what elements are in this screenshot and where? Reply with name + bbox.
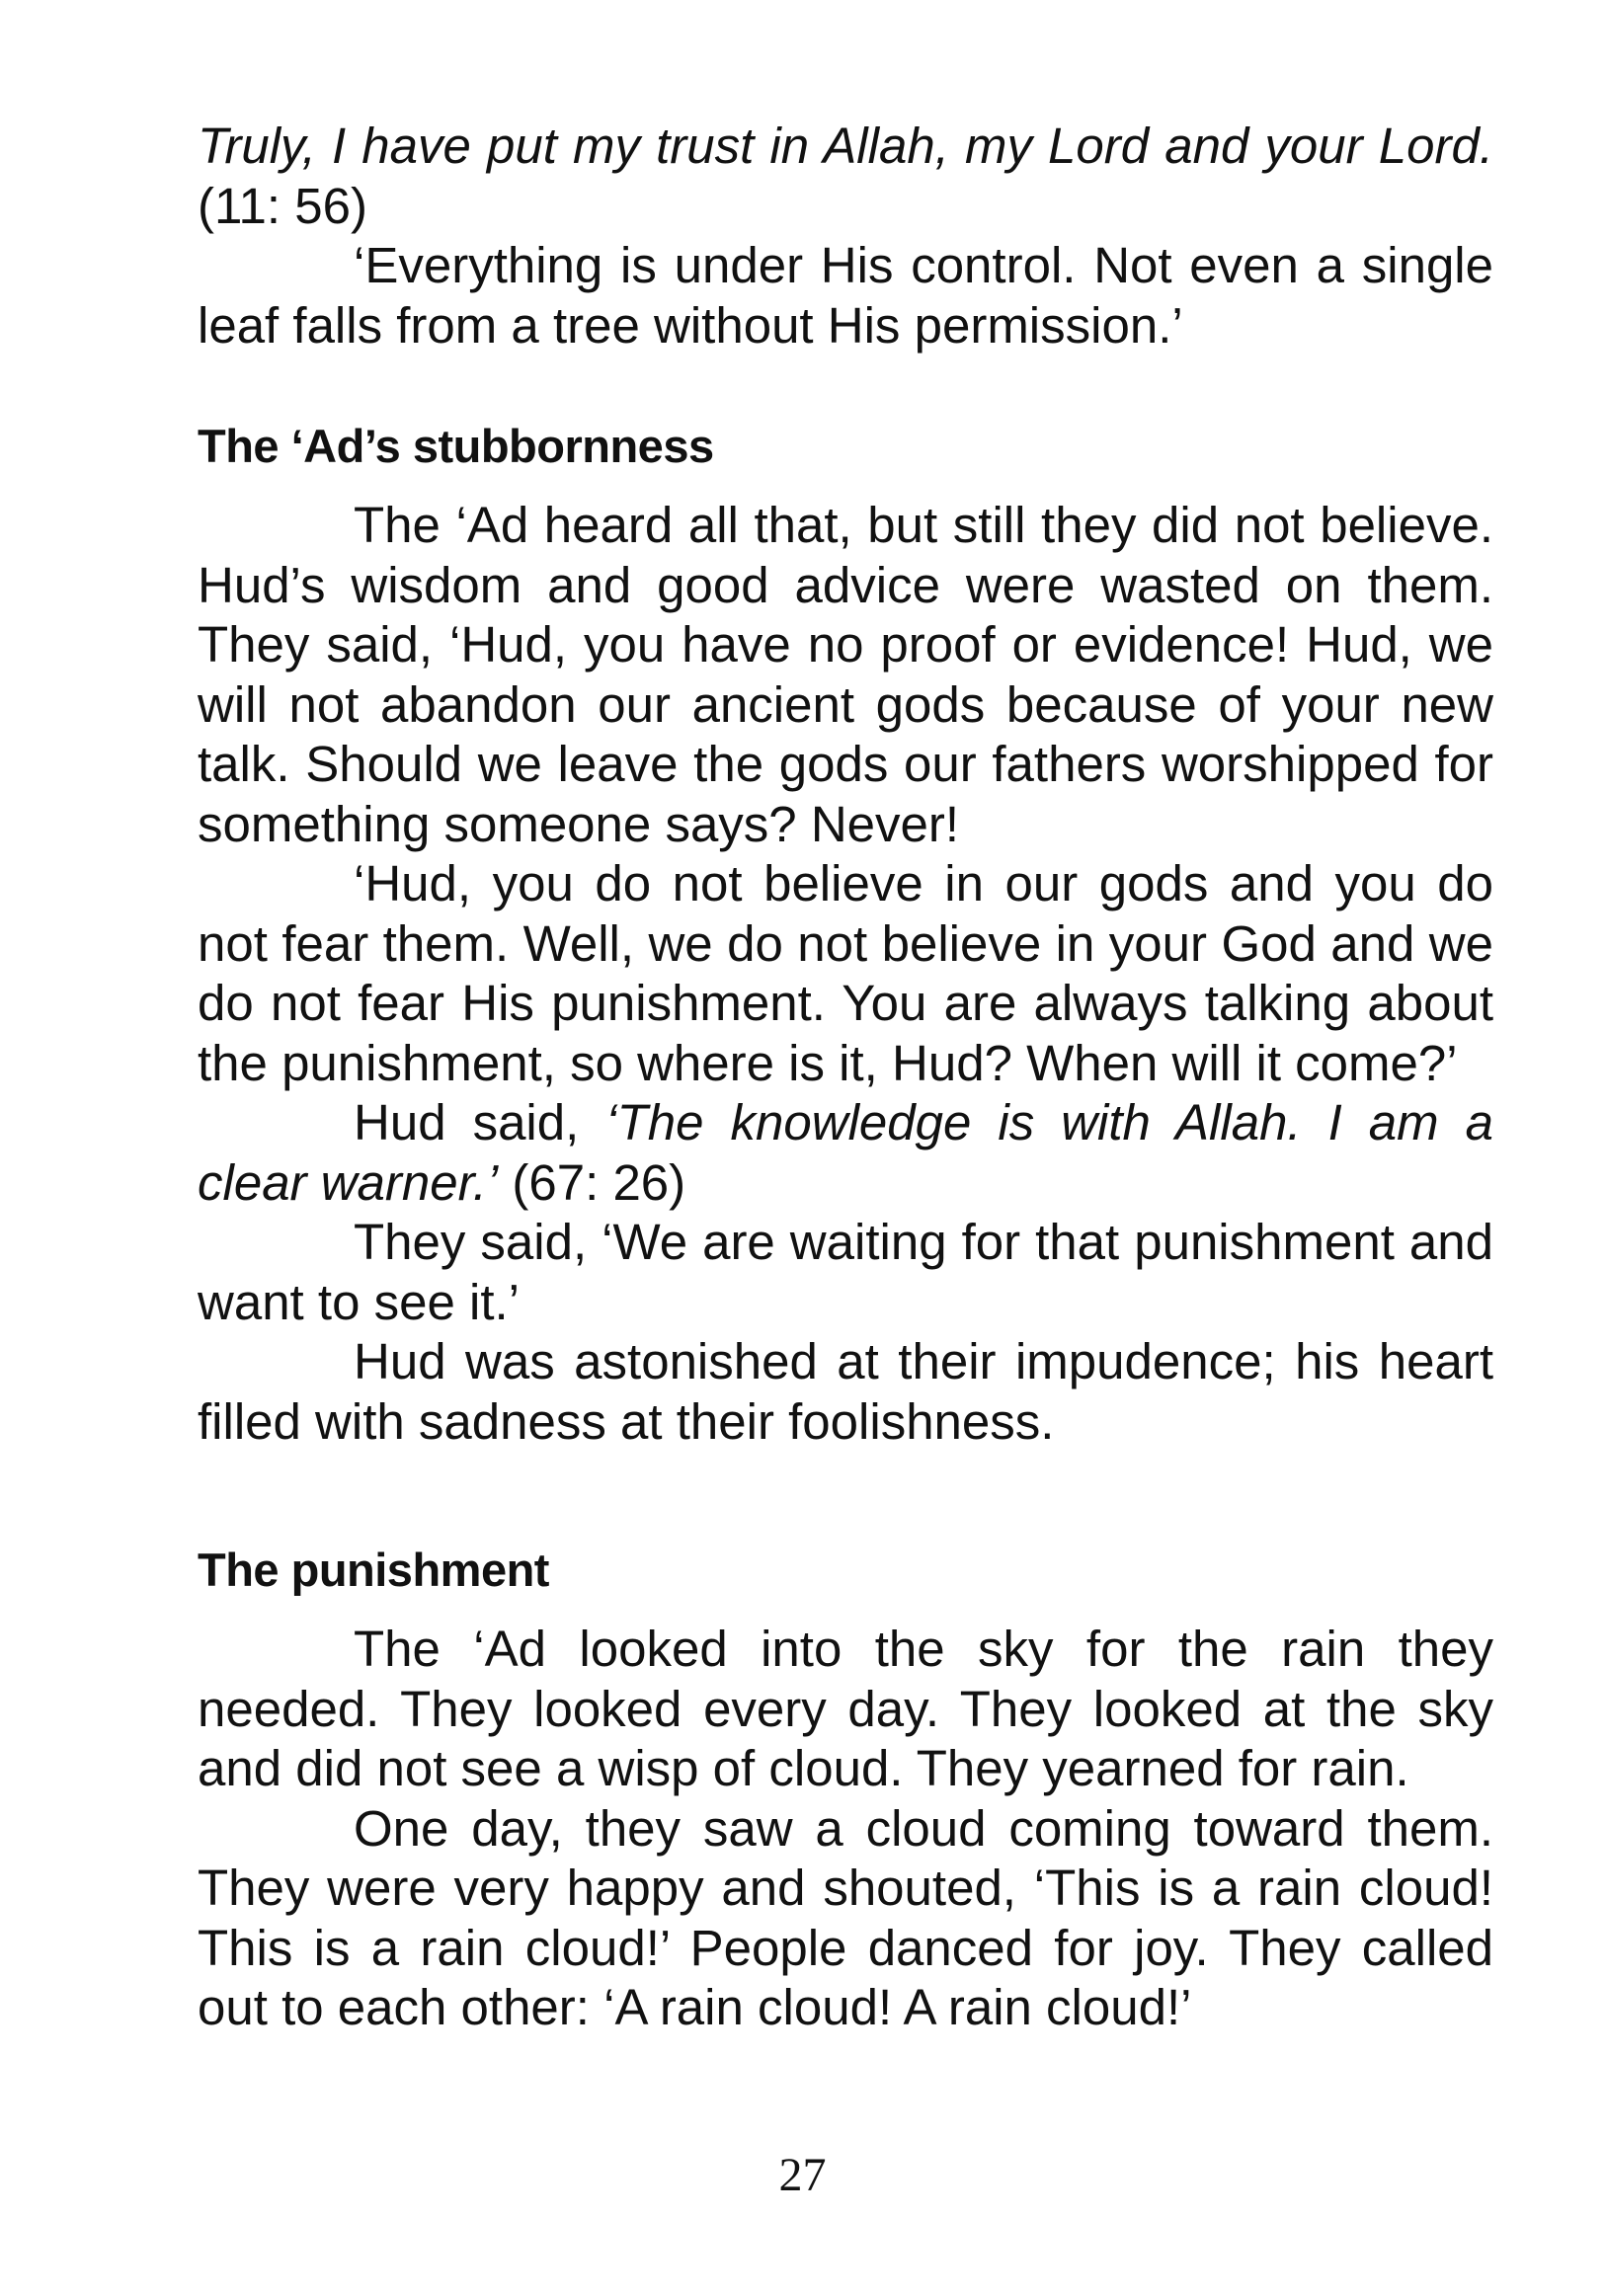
quote-reference: (67: 26)	[498, 1153, 686, 1211]
paragraph: ‘Hud, you do not believe in our gods and you do not fear them. Well, we do not believe in your God and we do not fear His punishment. You are always talking about the punishment, so where is it, Hud? When will it come?’	[198, 855, 1493, 1091]
section-heading-punishment: The punishment	[198, 1544, 549, 1596]
paragraph: ‘Everything is under His control. Not even a single leaf falls from a tree without His permission.’	[198, 237, 1493, 354]
paragraph: The ‘Ad looked into the sky for the rain they needed. They looked every day. They looked at the sky and did not see a wisp of cloud. They yearned for rain.	[198, 1621, 1493, 1796]
paragraph: The ‘Ad heard all that, but still they did not believe. Hud’s wisdom and good advice were wasted on them. They said, ‘Hud, you have no proof or evidence! Hud, we will not abandon our ancient gods because of your new talk. Should we leave the gods our fathers worshipped for something someone says? Never!	[198, 497, 1493, 852]
page-body	[198, 117, 1493, 2038]
paragraph	[198, 1093, 1493, 1213]
paragraph: One day, they saw a cloud coming toward them. They were very happy and shouted, ‘This is a rain cloud! This is a rain cloud!’ People danced for joy. They called out to each other: ‘A rain cloud! A rain cloud!’	[198, 1799, 1493, 2035]
section-heading-stubbornness: The ‘Ad’s stubbornness	[198, 420, 714, 472]
quote-text: Truly, I have put my trust in Allah, my Lord and your Lord.	[198, 118, 1493, 174]
paragraph-prefix: Hud said,	[354, 1094, 606, 1150]
page-number: 27	[778, 2149, 827, 2201]
paragraph: Hud was astonished at their impudence; his heart filled with sadness at their foolishness.	[198, 1333, 1493, 1450]
paragraph: They said, ‘We are waiting for that punishment and want to see it.’	[198, 1214, 1493, 1330]
quote-reference: (11: 56)	[198, 177, 367, 234]
quote-text: ‘The knowledge is with Allah. I am a clear warner.’	[198, 1094, 1494, 1211]
quran-quote	[198, 117, 1493, 236]
